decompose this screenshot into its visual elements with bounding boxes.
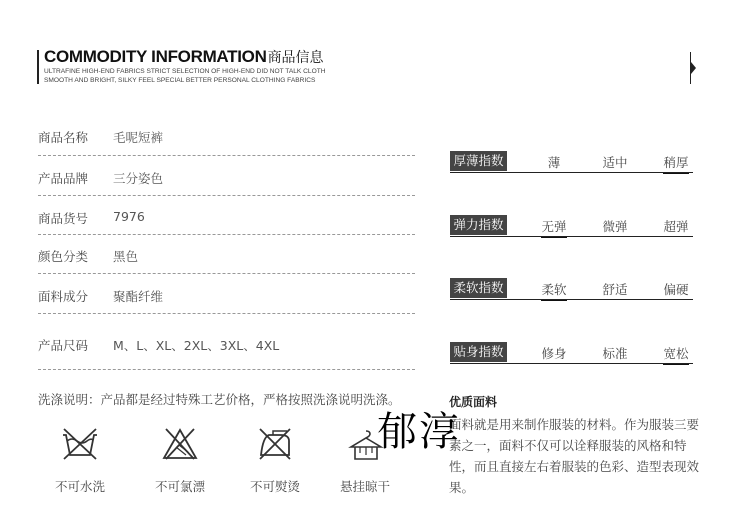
index-option: 薄 — [547, 155, 561, 170]
row-value-brand: 三分姿色 — [113, 171, 164, 186]
index-option: 舒适 — [602, 282, 628, 297]
wash-label-no-wash: 不可水洗 — [54, 479, 105, 494]
row-label-material: 面料成分 — [38, 289, 89, 304]
index-label-softness: 柔软指数 — [450, 278, 507, 298]
section-title — [44, 47, 324, 67]
title-english: COMMODITY INFORMATION — [44, 47, 267, 66]
quality-fabric-title: 优质面料 — [449, 395, 498, 409]
row-divider — [38, 155, 415, 156]
row-divider — [38, 313, 415, 314]
index-label-thickness: 厚薄指数 — [450, 151, 507, 171]
subtitle-line-2: SMOOTH AND BRIGHT, SILKY FEEL SPECIAL BETTER PERSONAL CLOTHING FABRICS — [44, 77, 316, 84]
header-accent-bar — [37, 50, 39, 84]
arrow-right-icon — [691, 62, 696, 74]
title-chinese: 商品信息 — [267, 49, 324, 65]
wash-label-no-iron: 不可熨烫 — [249, 479, 300, 494]
index-divider — [450, 363, 693, 364]
row-value-material: 聚酯纤维 — [113, 289, 164, 304]
index-label-fit: 贴身指数 — [450, 342, 507, 362]
row-label-sku: 商品货号 — [38, 211, 89, 226]
row-divider — [38, 234, 415, 235]
wash-instructions-title: 洗涤说明：产品都是经过特殊工艺价格，严格按照洗涤说明洗涤。 — [38, 392, 401, 407]
row-label-color: 颜色分类 — [38, 249, 89, 264]
row-divider — [38, 195, 415, 196]
row-label-size: 产品尺码 — [38, 338, 89, 353]
index-divider — [450, 299, 693, 300]
index-option-selected: 柔软 — [534, 280, 574, 301]
index-option: 适中 — [602, 155, 628, 170]
row-value-sku: 7976 — [113, 209, 145, 224]
row-label-name: 商品名称 — [38, 130, 89, 145]
wash-label-hang-dry: 悬挂晾干 — [339, 479, 390, 494]
index-option: 超弹 — [663, 219, 689, 234]
index-divider — [450, 236, 693, 237]
no-iron-icon — [255, 425, 295, 463]
watermark-text: 郁淳 — [377, 409, 461, 455]
subtitle-line-1: ULTRAFINE HIGH-END FABRICS STRICT SELECTION OF HIGH-END DID NOT TALK CLOTH — [44, 68, 326, 75]
row-divider — [38, 273, 415, 274]
index-option-selected: 稍厚 — [656, 153, 696, 174]
quality-fabric-body: 面料就是用来制作服装的材料。作为服装三要素之一，面料不仅可以诠释服装的风格和特性，而且直接左右着服装的色彩、造型表现效果。 — [449, 417, 700, 495]
row-value-size: M、L、XL、2XL、3XL、4XL — [113, 338, 280, 353]
row-value-name: 毛呢短裤 — [113, 130, 164, 145]
index-option-selected: 宽松 — [656, 344, 696, 365]
row-divider — [38, 369, 415, 370]
no-hand-wash-icon — [60, 425, 100, 463]
row-label-brand: 产品品牌 — [38, 171, 89, 186]
index-option: 微弹 — [602, 219, 628, 234]
index-divider — [450, 172, 693, 173]
index-option: 修身 — [541, 346, 567, 361]
no-bleach-icon — [160, 425, 200, 463]
index-option: 标准 — [602, 346, 628, 361]
index-label-elasticity: 弹力指数 — [450, 215, 507, 235]
index-option: 偏硬 — [663, 282, 689, 297]
row-value-color: 黑色 — [113, 249, 139, 264]
wash-label-no-bleach: 不可氯漂 — [154, 479, 205, 494]
index-option-selected: 无弹 — [534, 217, 574, 238]
